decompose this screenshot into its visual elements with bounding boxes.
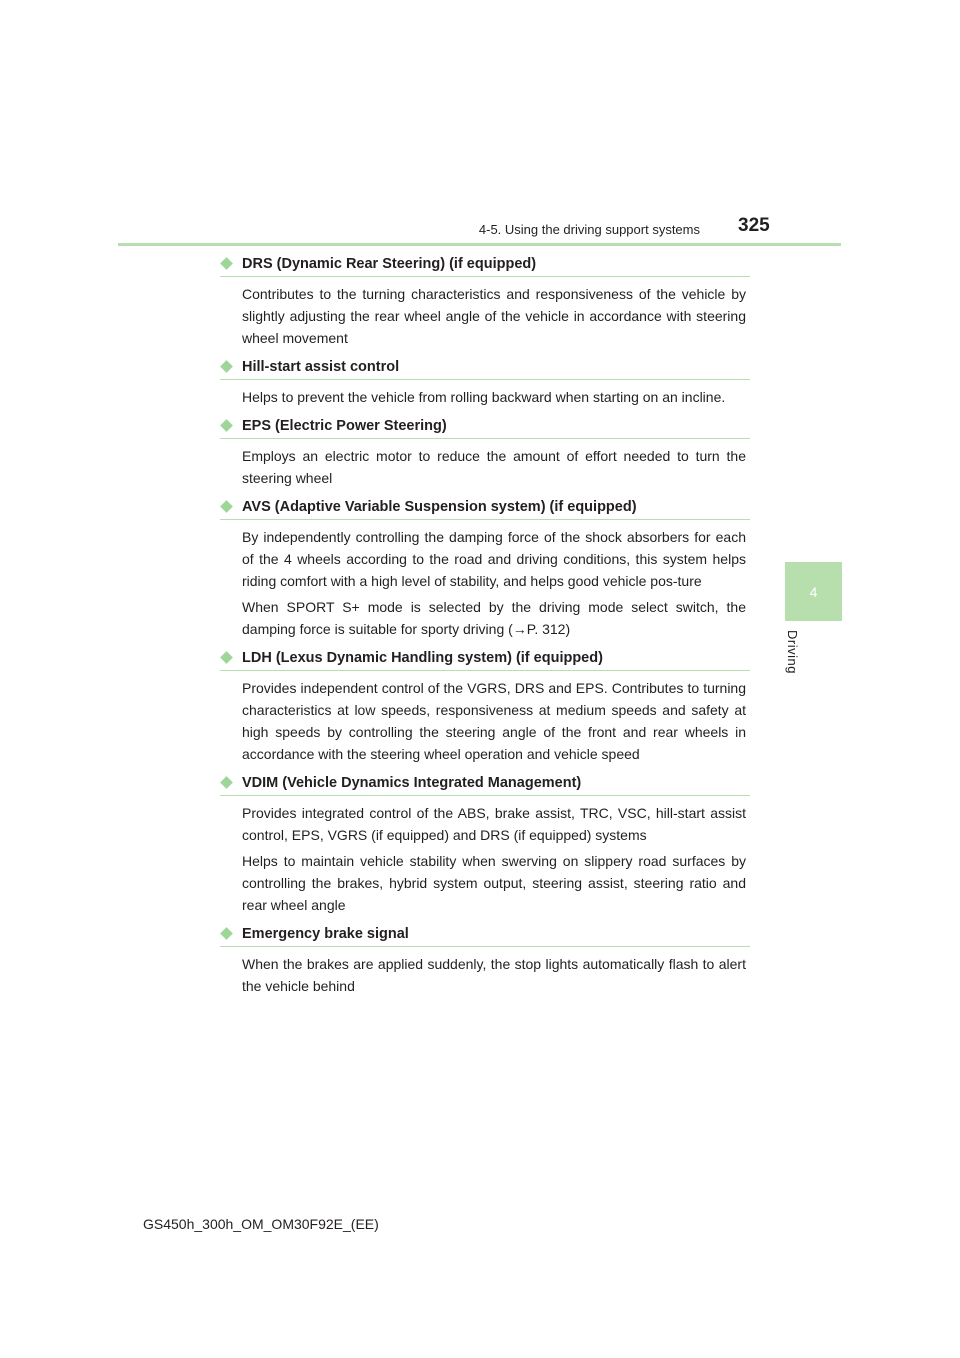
section-paragraph: Helps to maintain vehicle stability when swerving on slippery road surfaces by controlling the brakes, hybrid system output, steering assist, steering ratio and rear wheel angle	[242, 853, 746, 913]
diamond-bullet-icon	[220, 500, 233, 513]
section-eps	[220, 414, 750, 489]
section-paragraph: When the brakes are applied suddenly, the stop lights automatically flash to alert the vehicle behind	[242, 956, 746, 994]
section-paragraph: Employs an electric motor to reduce the amount of effort needed to turn the steering wheel	[242, 448, 746, 486]
section-ldh	[220, 646, 750, 765]
chapter-number: 4	[809, 583, 818, 600]
section-paragraph: Provides integrated control of the ABS, brake assist, TRC, VSC, hill-start assist control, EPS, VGRS (if equipped) and DRS (if equipped) systems	[242, 805, 746, 843]
section-heading-text: AVS (Adaptive Variable Suspension system) (if equipped)	[242, 499, 637, 515]
diamond-bullet-icon	[220, 776, 233, 789]
chapter-tab[interactable]	[785, 562, 842, 621]
section-heading-text: Emergency brake signal	[242, 926, 409, 942]
diamond-bullet-icon	[220, 651, 233, 664]
chapter-label	[785, 630, 801, 690]
section-vdim	[220, 771, 750, 916]
section-heading	[220, 252, 750, 277]
section-hill-start	[220, 355, 750, 408]
running-header-title: 4-5. Using the driving support systems	[478, 222, 700, 237]
section-heading	[220, 771, 750, 796]
section-avs	[220, 495, 750, 640]
page-number: 325	[738, 215, 770, 236]
section-paragraph: By independently controlling the damping force of the shock absorbers for each of the 4 wheels according to the road and driving conditions, this system helps riding comfort with a high level of stability, and helps good vehicle pos-ture	[242, 529, 746, 589]
section-paragraph: Helps to prevent the vehicle from rolling backward when starting on an incline.	[242, 389, 726, 405]
section-paragraph: Provides independent control of the VGRS, DRS and EPS. Contributes to turning characteristics at low speeds, responsiveness at medium speeds and safety at high speeds by controlling the steering angle of the front and rear wheels in accordance with the steering wheel operation and vehicle speed	[242, 680, 746, 762]
section-heading	[220, 355, 750, 380]
section-heading-text: EPS (Electric Power Steering)	[242, 418, 447, 434]
section-heading-text: LDH (Lexus Dynamic Handling system) (if equipped)	[242, 650, 603, 666]
diamond-bullet-icon	[220, 360, 233, 373]
section-drs	[220, 252, 750, 349]
section-paragraph: Contributes to the turning characteristics and responsiveness of the vehicle by slightly adjusting the rear wheel angle of the vehicle in accordance with steering wheel movement	[242, 286, 746, 346]
section-heading-text: Hill-start assist control	[242, 359, 400, 375]
section-heading-text: VDIM (Vehicle Dynamics Integrated Management)	[242, 775, 582, 791]
section-heading	[220, 922, 750, 947]
chapter-label-text: Driving	[785, 630, 800, 674]
diamond-bullet-icon	[220, 927, 233, 940]
section-heading	[220, 646, 750, 671]
section-paragraph: When SPORT S+ mode is selected by the driving mode select switch, the damping force is suitable for sporty driving (→P. 312)	[242, 599, 746, 637]
section-heading	[220, 495, 750, 520]
diamond-bullet-icon	[220, 257, 233, 270]
section-emergency-brake-signal	[220, 922, 750, 997]
section-heading-text: DRS (Dynamic Rear Steering) (if equipped)	[242, 256, 537, 272]
diamond-bullet-icon	[220, 419, 233, 432]
header-rule	[118, 243, 841, 246]
main-content	[220, 252, 750, 1003]
document-code-footer: GS450h_300h_OM_OM30F92E_(EE)	[143, 1216, 379, 1232]
section-heading	[220, 414, 750, 439]
